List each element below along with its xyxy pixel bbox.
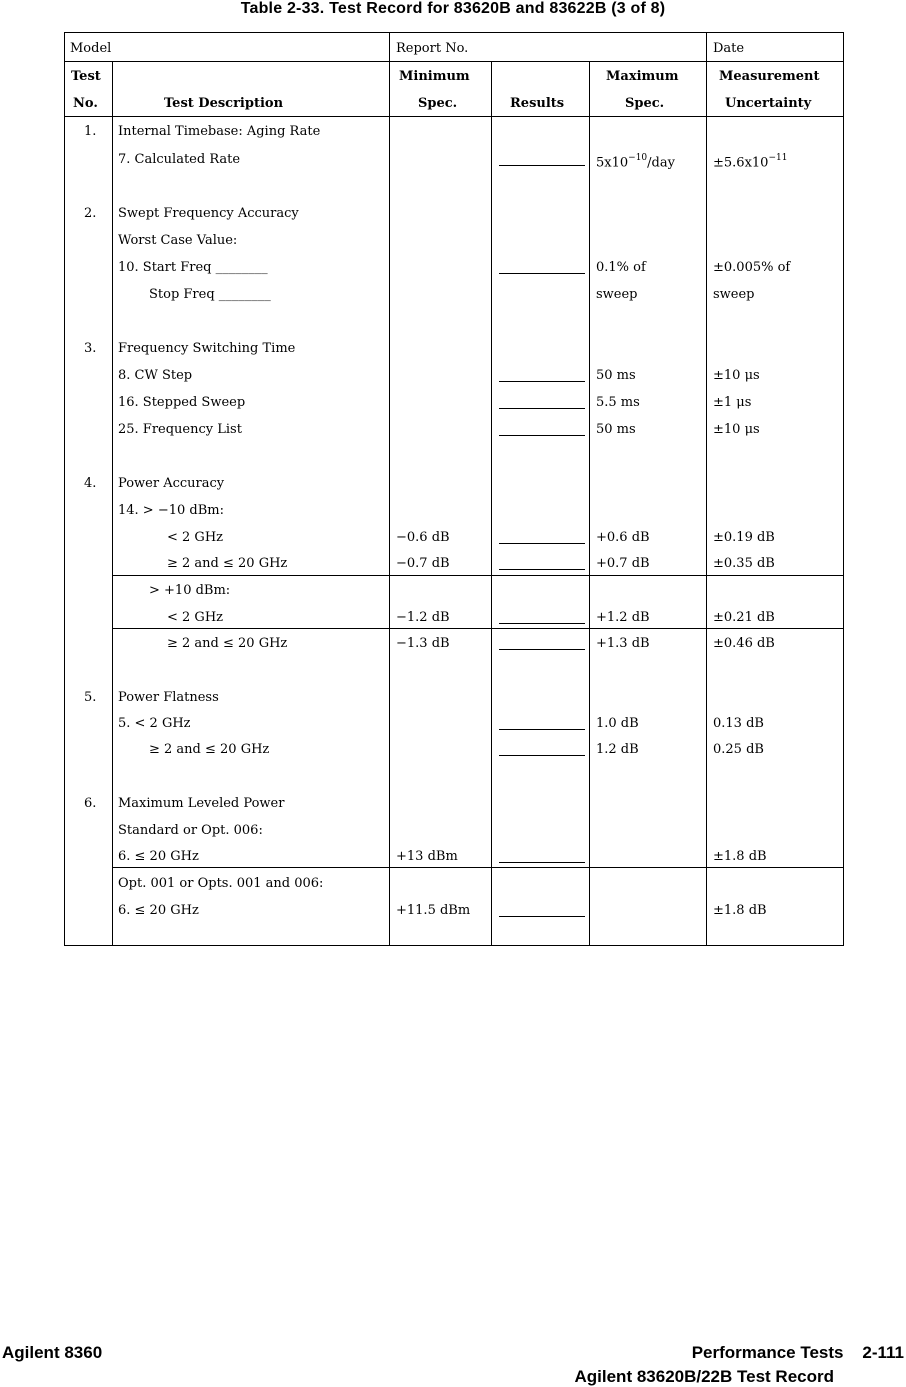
result-blank[interactable] (499, 916, 585, 917)
uncertainty-5a: 0.13 dB (713, 716, 764, 731)
max-spec-3a: 50 ms (596, 368, 636, 383)
col-header-results: Results (510, 96, 565, 111)
test-no-3: 3. (84, 341, 97, 356)
freq-band-label: ≥ 2 and ≤ 20 GHz (167, 556, 288, 571)
test-desc-2: Swept Frequency Accuracy (118, 206, 299, 221)
min-spec-4b2: −1.3 dB (396, 636, 450, 651)
uncertainty-4a2: ±0.35 dB (713, 556, 775, 571)
result-blank[interactable] (499, 543, 585, 544)
uncertainty-3a: ±10 μs (713, 368, 760, 383)
col-header-max-1: Maximum (606, 69, 679, 84)
table-title: Table 2-33. Test Record for 83620B and 83622B (3 of 8) (240, 0, 666, 17)
power-level-label-b: > +10 dBm: (149, 583, 231, 598)
test-sub-calculated-rate: 7. Calculated Rate (118, 152, 241, 167)
test-no-4: 4. (84, 476, 97, 491)
result-blank[interactable] (499, 273, 585, 274)
min-spec-6a: +13 dBm (396, 849, 458, 864)
max-spec-4b1: +1.2 dB (596, 610, 650, 625)
col-divider-no (112, 61, 113, 945)
row-sep-2 (112, 628, 843, 629)
uncertainty-2b: sweep (713, 287, 755, 302)
result-blank[interactable] (499, 862, 585, 863)
max-spec-3b: 5.5 ms (596, 395, 640, 410)
standard-option-label: Standard or Opt. 006: (118, 823, 263, 838)
leveled-power-band-b: 6. ≤ 20 GHz (118, 903, 199, 918)
power-level-label-a: 14. > −10 dBm: (118, 503, 224, 518)
flatness-band-b: ≥ 2 and ≤ 20 GHz (149, 742, 270, 757)
col-header-min-1: Minimum (399, 69, 470, 84)
col-header-unc-2: Uncertainty (725, 96, 812, 111)
col-divider-unc (706, 33, 707, 945)
col-header-unc-1: Measurement (719, 69, 820, 84)
col-header-max-2: Spec. (625, 96, 665, 111)
freq-band-label: < 2 GHz (167, 610, 223, 625)
uncertainty-4a1: ±0.19 dB (713, 530, 775, 545)
max-spec-2a: 0.1% of (596, 260, 646, 275)
uncertainty-2a: ±0.005% of (713, 260, 791, 275)
uncertainty-4b1: ±0.21 dB (713, 610, 775, 625)
max-spec-5b: 1.2 dB (596, 742, 639, 757)
test-desc-4: Power Accuracy (118, 476, 225, 491)
stop-freq-field[interactable]: Stop Freq ________ (149, 287, 271, 302)
col-divider-min (389, 33, 390, 945)
test-no-5: 5. (84, 690, 97, 705)
freq-band-label: < 2 GHz (167, 530, 223, 545)
uncertainty-3c: ±10 μs (713, 422, 760, 437)
uncertainty-6b: ±1.8 dB (713, 903, 767, 918)
result-blank[interactable] (499, 623, 585, 624)
date-label: Date (713, 41, 745, 56)
test-record-table (64, 32, 844, 946)
result-blank[interactable] (499, 408, 585, 409)
test-no-2: 2. (84, 206, 97, 221)
report-no-label: Report No. (396, 41, 469, 56)
max-spec-4b2: +1.3 dB (596, 636, 650, 651)
test-desc-5: Power Flatness (118, 690, 219, 705)
start-freq-field[interactable]: 10. Start Freq ________ (118, 260, 268, 275)
col-header-min-2: Spec. (418, 96, 458, 111)
min-spec-4b1: −1.2 dB (396, 610, 450, 625)
result-blank[interactable] (499, 165, 585, 166)
min-spec-4a2: −0.7 dB (396, 556, 450, 571)
frequency-list-label: 25. Frequency List (118, 422, 242, 437)
row-sep-1 (112, 575, 843, 576)
col-divider-results (491, 61, 492, 945)
max-spec-4a2: +0.7 dB (596, 556, 650, 571)
max-spec-2b: sweep (596, 287, 638, 302)
cw-step-label: 8. CW Step (118, 368, 193, 383)
result-blank[interactable] (499, 729, 585, 730)
uncertainty-3b: ±1 μs (713, 395, 752, 410)
result-blank[interactable] (499, 649, 585, 650)
stepped-sweep-label: 16. Stepped Sweep (118, 395, 246, 410)
result-blank[interactable] (499, 569, 585, 570)
footer-subtitle: Agilent 83620B/22B Test Record (574, 1367, 834, 1386)
min-spec-4a1: −0.6 dB (396, 530, 450, 545)
test-desc-6: Maximum Leveled Power (118, 796, 285, 811)
col-header-test: Test (71, 69, 101, 84)
flatness-band-a: 5. < 2 GHz (118, 716, 191, 731)
freq-band-label: ≥ 2 and ≤ 20 GHz (167, 636, 288, 651)
min-spec-6b: +11.5 dBm (396, 903, 471, 918)
option-001-label: Opt. 001 or Opts. 001 and 006: (118, 876, 324, 891)
result-blank[interactable] (499, 755, 585, 756)
footer-section-page: Performance Tests 2-111 (691, 1343, 904, 1362)
max-spec-1: $5x10^{-10}$/day (596, 153, 675, 171)
result-blank[interactable] (499, 435, 585, 436)
col-header-desc: Test Description (164, 96, 284, 111)
max-spec-3c: 50 ms (596, 422, 636, 437)
model-label: Model (70, 41, 112, 56)
test-no-1: 1. (84, 124, 97, 139)
worst-case-label: Worst Case Value: (118, 233, 238, 248)
test-desc-3: Frequency Switching Time (118, 341, 296, 356)
header-divider-1 (65, 61, 843, 62)
uncertainty-6a: ±1.8 dB (713, 849, 767, 864)
max-spec-4a1: +0.6 dB (596, 530, 650, 545)
result-blank[interactable] (499, 381, 585, 382)
footer-product: Agilent 8360 (2, 1343, 103, 1362)
leveled-power-band-a: 6. ≤ 20 GHz (118, 849, 199, 864)
uncertainty-4b2: ±0.46 dB (713, 636, 775, 651)
uncertainty-5b: 0.25 dB (713, 742, 764, 757)
test-no-6: 6. (84, 796, 97, 811)
uncertainty-1: $\pm 5.6x10^{-11}$ (713, 153, 788, 171)
col-divider-max (589, 61, 590, 945)
max-spec-5a: 1.0 dB (596, 716, 639, 731)
test-desc-1: Internal Timebase: Aging Rate (118, 124, 321, 139)
col-header-no: No. (73, 96, 98, 111)
header-divider-2 (65, 116, 843, 117)
row-sep-3 (112, 867, 843, 868)
